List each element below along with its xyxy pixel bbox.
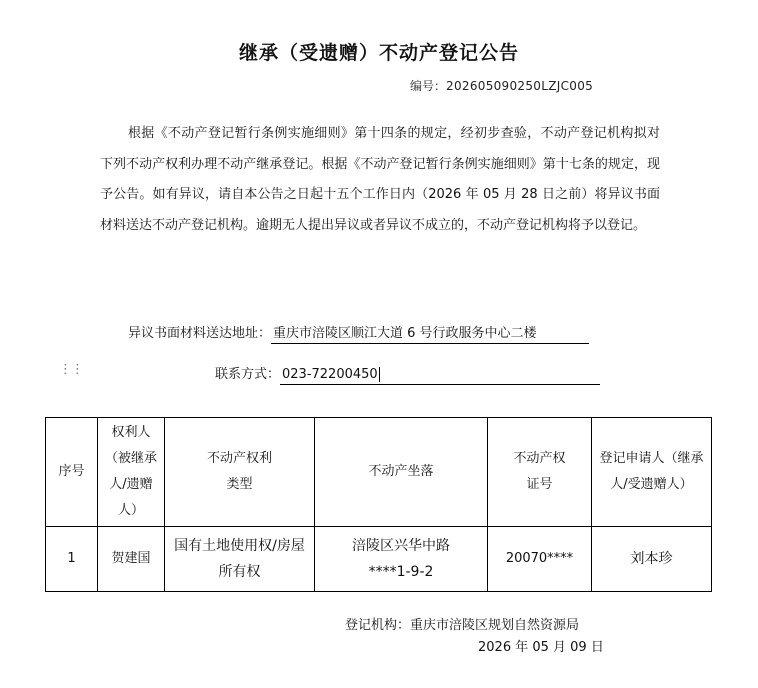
objection-address-field[interactable]: 重庆市涪陵区顺江大道 6 号行政服务中心二楼 [271,324,589,344]
cell-right-type: 国有土地使用权/房屋所有权 [165,527,315,592]
contact-label: 联系方式： [214,367,280,382]
header-holder: 权利人（被继承人/遗赠人） [98,418,165,527]
registration-table [45,417,712,592]
objection-address-row [128,324,589,344]
cell-cert-no: 20070**** [488,527,592,592]
table-header-row [46,418,712,527]
table-row [46,527,712,592]
cell-seq: 1 [46,527,98,592]
notice-paragraph: 根据《不动产登记暂行条例实施细则》第十四条的规定，经初步查验，不动产登记机构拟对下列不动产权利办理不动产继承登记。根据《不动产登记暂行条例实施细则》第十七条的规定，现予公告。如有异议，请自本公告之日起十五个工作日内（2026 年 05 月 28 日之前）将异议书面材料送达不动产登记机构。逾期无人提出异议或者异议不成立的，不动产登记机构将予以登记。 [100,126,660,233]
doc-number-label: 编号： [410,79,447,93]
header-cert-no: 不动产权证号 [488,418,592,527]
header-right-type: 不动产权利类型 [165,418,315,527]
authority-value: 重庆市涪陵区规划自然资源局 [410,618,580,633]
contact-row [128,365,600,385]
objection-address-label: 异议书面材料送达地址： [128,326,272,341]
cell-holder: 贺建国 [98,527,165,592]
cell-applicant: 刘本珍 [592,527,712,592]
registration-authority [345,614,579,633]
contact-value: 023-72200450 [282,367,378,382]
notice-body [100,119,660,241]
page-title: 继承（受遗赠）不动产登记公告 [238,42,519,64]
header-applicant: 登记申请人（继承人/受遗赠人） [592,418,712,527]
header-location: 不动产坐落 [315,418,488,527]
contact-field[interactable] [280,365,600,385]
announcement-date: 2026 年 05 月 09 日 [478,640,604,655]
doc-number-value: 202605090250LZJC005 [446,79,594,93]
authority-label: 登记机构： [345,618,411,633]
text-cursor [379,367,380,382]
header-seq: 序号 [46,418,98,527]
cell-location: 涪陵区兴华中路****1-9-2 [315,527,488,592]
drag-handle-icon[interactable]: ⋮⋮ [59,362,83,377]
doc-number [410,77,593,94]
